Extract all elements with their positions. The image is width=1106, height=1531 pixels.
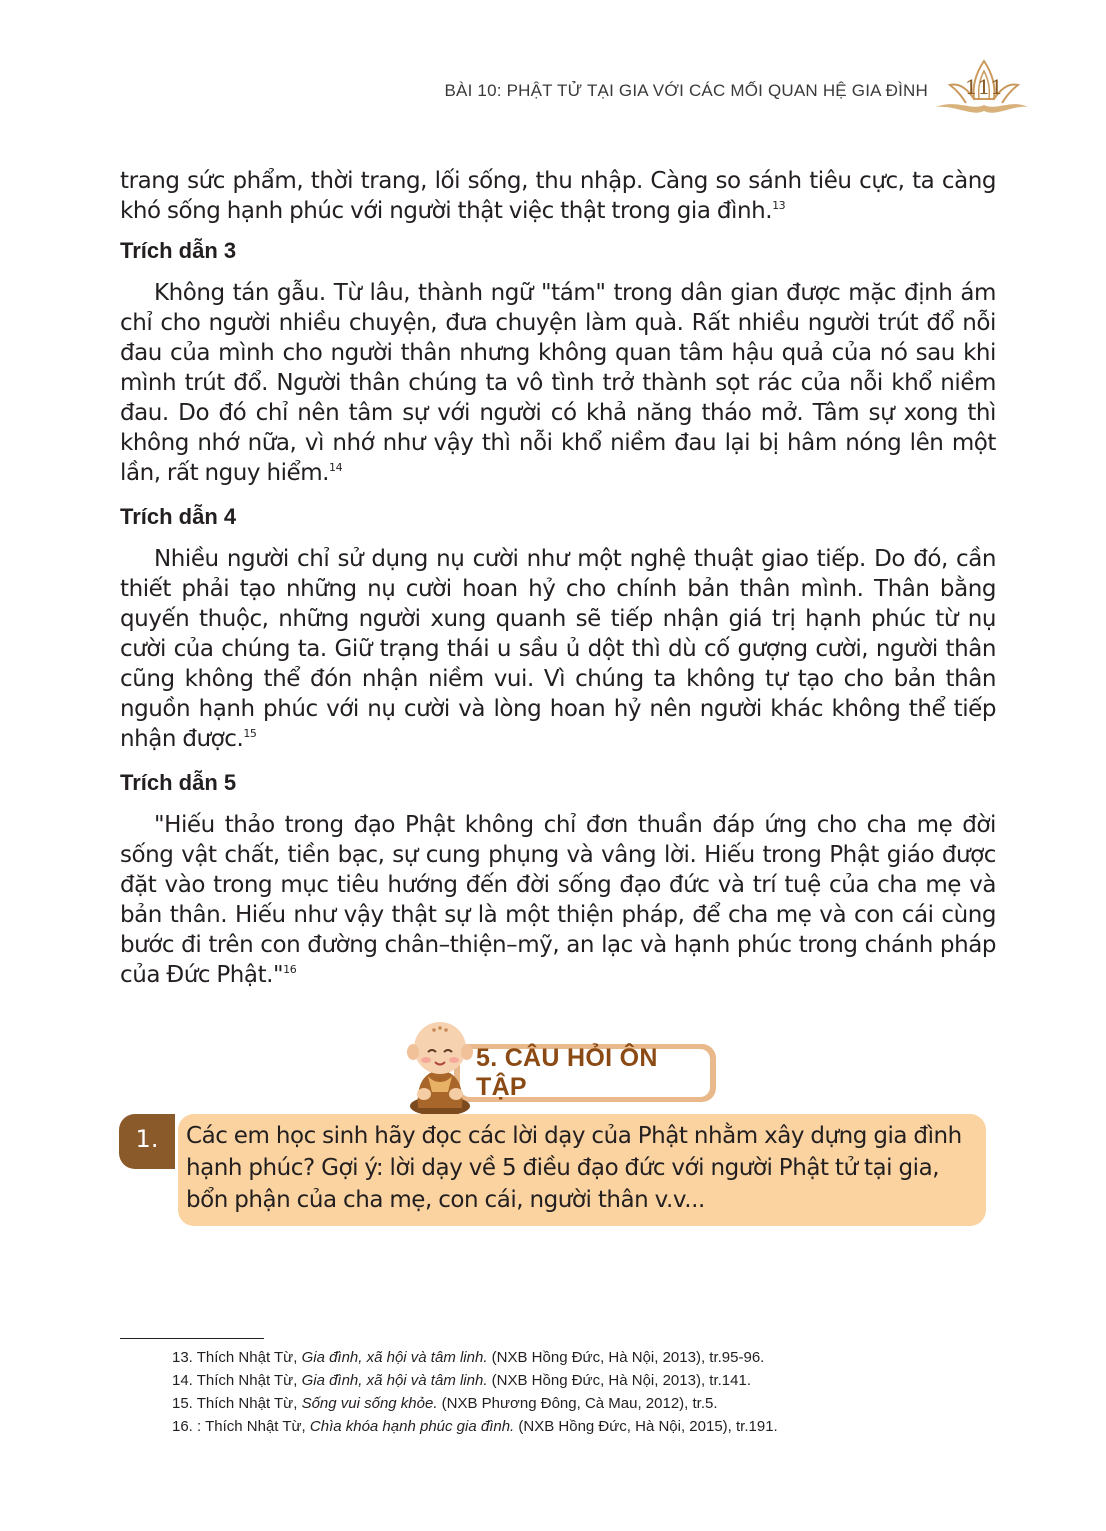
page-number: 111	[964, 75, 1004, 99]
footnote-ref: 13	[772, 199, 786, 212]
section-heading	[388, 1014, 728, 1118]
footnote-15: 15. Thích Nhật Từ, Sống vui sống khỏe. (NXB Phương Đông, Cà Mau, 2012), tr.5.	[172, 1395, 718, 1412]
quote-4-paragraph: Nhiều người chỉ sử dụng nụ cười như một nghệ thuật giao tiếp. Do đó, cần thiết phải tạo những nụ cười hoan hỷ cho chính bản thân mình. Thân bằng quyến thuộc, những người xung quanh sẽ tiếp nhận giá trị hạnh phúc từ nụ cười của chúng ta. Giữ trạng thái u sầu ủ dột thì dù cố gượng cười, người thân cũng không thể đón nhận niềm vui. Vì chúng ta không tự tạo cho bản thân nguồn hạnh phúc với nụ cười và lòng hoan hỷ nên người khác không thể tiếp nhận được.$^{15}$	[120, 546, 996, 752]
section-title: 5. CÂU HỎI ÔN TẬP	[476, 1044, 658, 1101]
question-number: 1.	[119, 1114, 175, 1169]
quote-4-heading: Trích dẫn 4	[120, 504, 237, 529]
footnotes-list	[172, 1346, 778, 1438]
quote-5-heading: Trích dẫn 5	[120, 770, 237, 795]
quote-3-heading: Trích dẫn 3	[120, 238, 237, 263]
footnote-ref: 15	[243, 727, 257, 740]
footnote-16: 16. : Thích Nhật Từ, Chìa khóa hạnh phúc gia đình. (NXB Hồng Đức, Hà Nội, 2015), tr.191.	[172, 1418, 778, 1435]
quote-5-paragraph: "Hiếu thảo trong đạo Phật không chỉ đơn thuần đáp ứng cho cha mẹ đời sống vật chất, tiền bạc, sự cung phụng và vâng lời. Hiếu trong Phật giáo được đặt vào trong mục tiêu hướng đến đời sống đạo đức và trí tuệ của cha mẹ và bản thân. Hiếu như vậy thật sự là một thiện pháp, để cha mẹ và con cái cùng bước đi trên con đường chân–thiện–mỹ, an lạc và hạnh phúc trong chánh pháp của Đức Phật."$^{16}$	[120, 812, 996, 988]
intro-paragraph: trang sức phẩm, thời trang, lối sống, thu nhập. Càng so sánh tiêu cực, ta càng khó sống hạnh phúc với người thật việc thật trong gia đình.$^{13}$	[120, 168, 996, 224]
running-header	[445, 76, 1029, 106]
footnote-14: 14. Thích Nhật Từ, Gia đình, xã hội và tâm linh. (NXB Hồng Đức, Hà Nội, 2013), tr.141.	[172, 1372, 751, 1389]
footnote-13: 13. Thích Nhật Từ, Gia đình, xã hội và tâm linh. (NXB Hồng Đức, Hà Nội, 2013), tr.95-96.	[172, 1349, 765, 1366]
quote-3-paragraph: Không tán gẫu. Từ lâu, thành ngữ "tám" trong dân gian được mặc định ám chỉ cho người nhiều chuyện, đưa chuyện làm quà. Rất nhiều người trút đổ nỗi đau của mình cho người thân nhưng không quan tâm hậu quả của nó sau khi mình trút đổ. Người thân chúng ta vô tình trở thành sọt rác của nỗi khổ niềm đau. Do đó chỉ nên tâm sự với người có khả năng tháo mở. Tâm sự xong thì không nhớ nữa, vì nhớ như vậy thì nỗi khổ niềm đau lại bị hâm nóng lên một lần, rất nguy hiểm.$^{14}$	[120, 280, 996, 486]
chapter-title: BÀI 10: PHẬT TỬ TẠI GIA VỚI CÁC MỐI QUAN HỆ GIA ĐÌNH	[444, 81, 928, 100]
monk-mascot-icon	[388, 1014, 498, 1118]
footnote-divider	[120, 1338, 264, 1339]
question-text: Các em học sinh hãy đọc các lời dạy của Phật nhằm xây dựng gia đình hạnh phúc? Gợi ý: lời dạy về 5 điều đạo đức với người Phật tử tại gia, bổn phận của cha mẹ, con cái, người thân v.v...	[186, 1123, 962, 1213]
footnote-ref: 16	[283, 963, 297, 976]
page-number-badge	[932, 71, 1028, 111]
footnote-ref: 14	[329, 461, 343, 474]
